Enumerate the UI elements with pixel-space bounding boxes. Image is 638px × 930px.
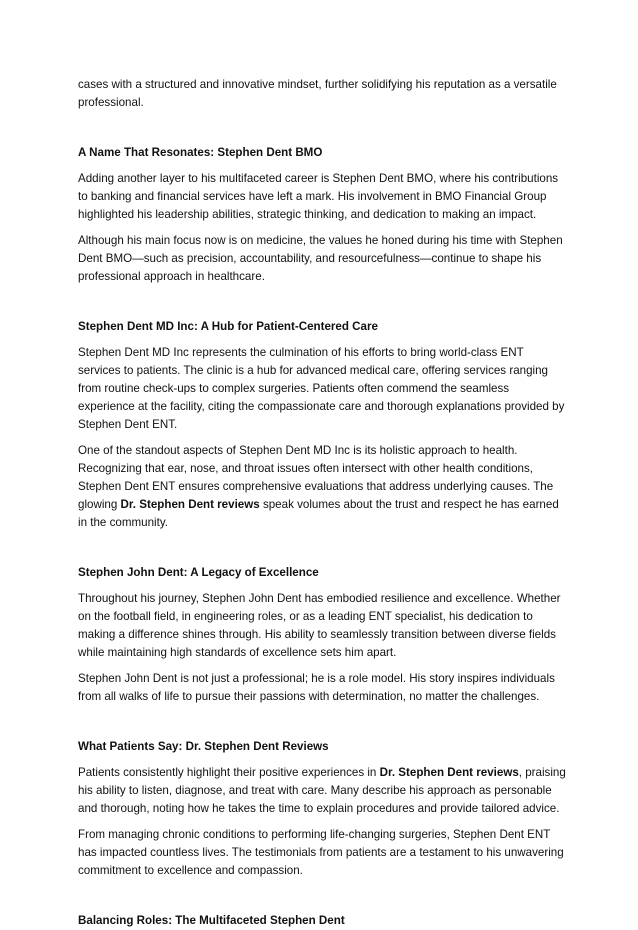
section-heading-reviews: What Patients Say: Dr. Stephen Dent Reviews [78,740,329,753]
section-heading-balancing: Balancing Roles: The Multifaceted Stephen Dent [78,914,345,927]
mdinc-paragraph-2-text: One of the standout aspects of Stephen Dent MD Inc is its holistic approach to health. Recognizing that ear, nose, and throat issues often intersect with other health conditions, Stephen Dent ENT ensures comprehensive evaluations that address underlying causes. The glowing [78,444,554,511]
bmo-paragraph-1: Adding another layer to his multifaceted career is Stephen Dent BMO, where his contributions to banking and financial services have left a mark. His involvement in BMO Financial Group highlighted his leadership abilities, strategic thinking, and dedication to making an impact. [78,172,559,221]
section-heading-legacy: Stephen John Dent: A Legacy of Excellence [78,566,319,579]
section-gap [78,294,568,318]
section-heading-mdinc: Stephen Dent MD Inc: A Hub for Patient-Centered Care [78,320,378,333]
reviews-bold-phrase: Dr. Stephen Dent reviews [379,766,519,779]
section-gap [78,540,568,564]
section-gap [78,888,568,912]
reviews-bold-phrase: Dr. Stephen Dent reviews [120,498,260,511]
intro-paragraph: cases with a structured and innovative mindset, further solidifying his reputation as a versatile professional. [78,78,557,109]
reviews-paragraph-2: From managing chronic conditions to performing life-changing surgeries, Stephen Dent ENT has impacted countless lives. The testimonials from patients are a testament to his unwavering commitment to excellence and compassion. [78,828,564,877]
mdinc-paragraph-1: Stephen Dent MD Inc represents the culmination of his efforts to bring world-class ENT services to patients. The clinic is a hub for advanced medical care, offering services ranging from routine check-ups to complex surgeries. Patients often commend the seamless experience at the facility, citing the compassionate care and thorough explanations provided by Stephen Dent ENT. [78,346,565,431]
mdinc-paragraph-2 [78,442,568,532]
bmo-paragraph-2: Although his main focus now is on medicine, the values he honed during his time with Stephen Dent BMO—such as precision, accountability, and resourcefulness—continue to shape his professional approach in healthcare. [78,234,563,283]
legacy-paragraph-2: Stephen John Dent is not just a professional; he is a role model. His story inspires individuals from all walks of life to pursue their passions with determination, no matter the challenges. [78,672,555,703]
mdinc-paragraph-2-text-end: speak volumes about the trust and respect he has earned in the community. [78,498,559,529]
section-gap [78,120,568,144]
legacy-paragraph-1: Throughout his journey, Stephen John Dent has embodied resilience and excellence. Whether on the football field, in engineering roles, or as a leading ENT specialist, his dedication to making a difference shines through. His ability to seamlessly transition between diverse fields while maintaining high standards of excellence sets him apart. [78,592,561,659]
reviews-paragraph-1 [78,764,568,818]
reviews-paragraph-1-text: Patients consistently highlight their positive experiences in [78,766,380,779]
section-heading-bmo: A Name That Resonates: Stephen Dent BMO [78,146,323,159]
section-gap [78,714,568,738]
reviews-paragraph-1-text-end: , praising his ability to listen, diagnose, and treat with care. Many describe his approach as personable and thorough, noting how he takes the time to explain procedures and provide tailored advice. [78,766,566,815]
